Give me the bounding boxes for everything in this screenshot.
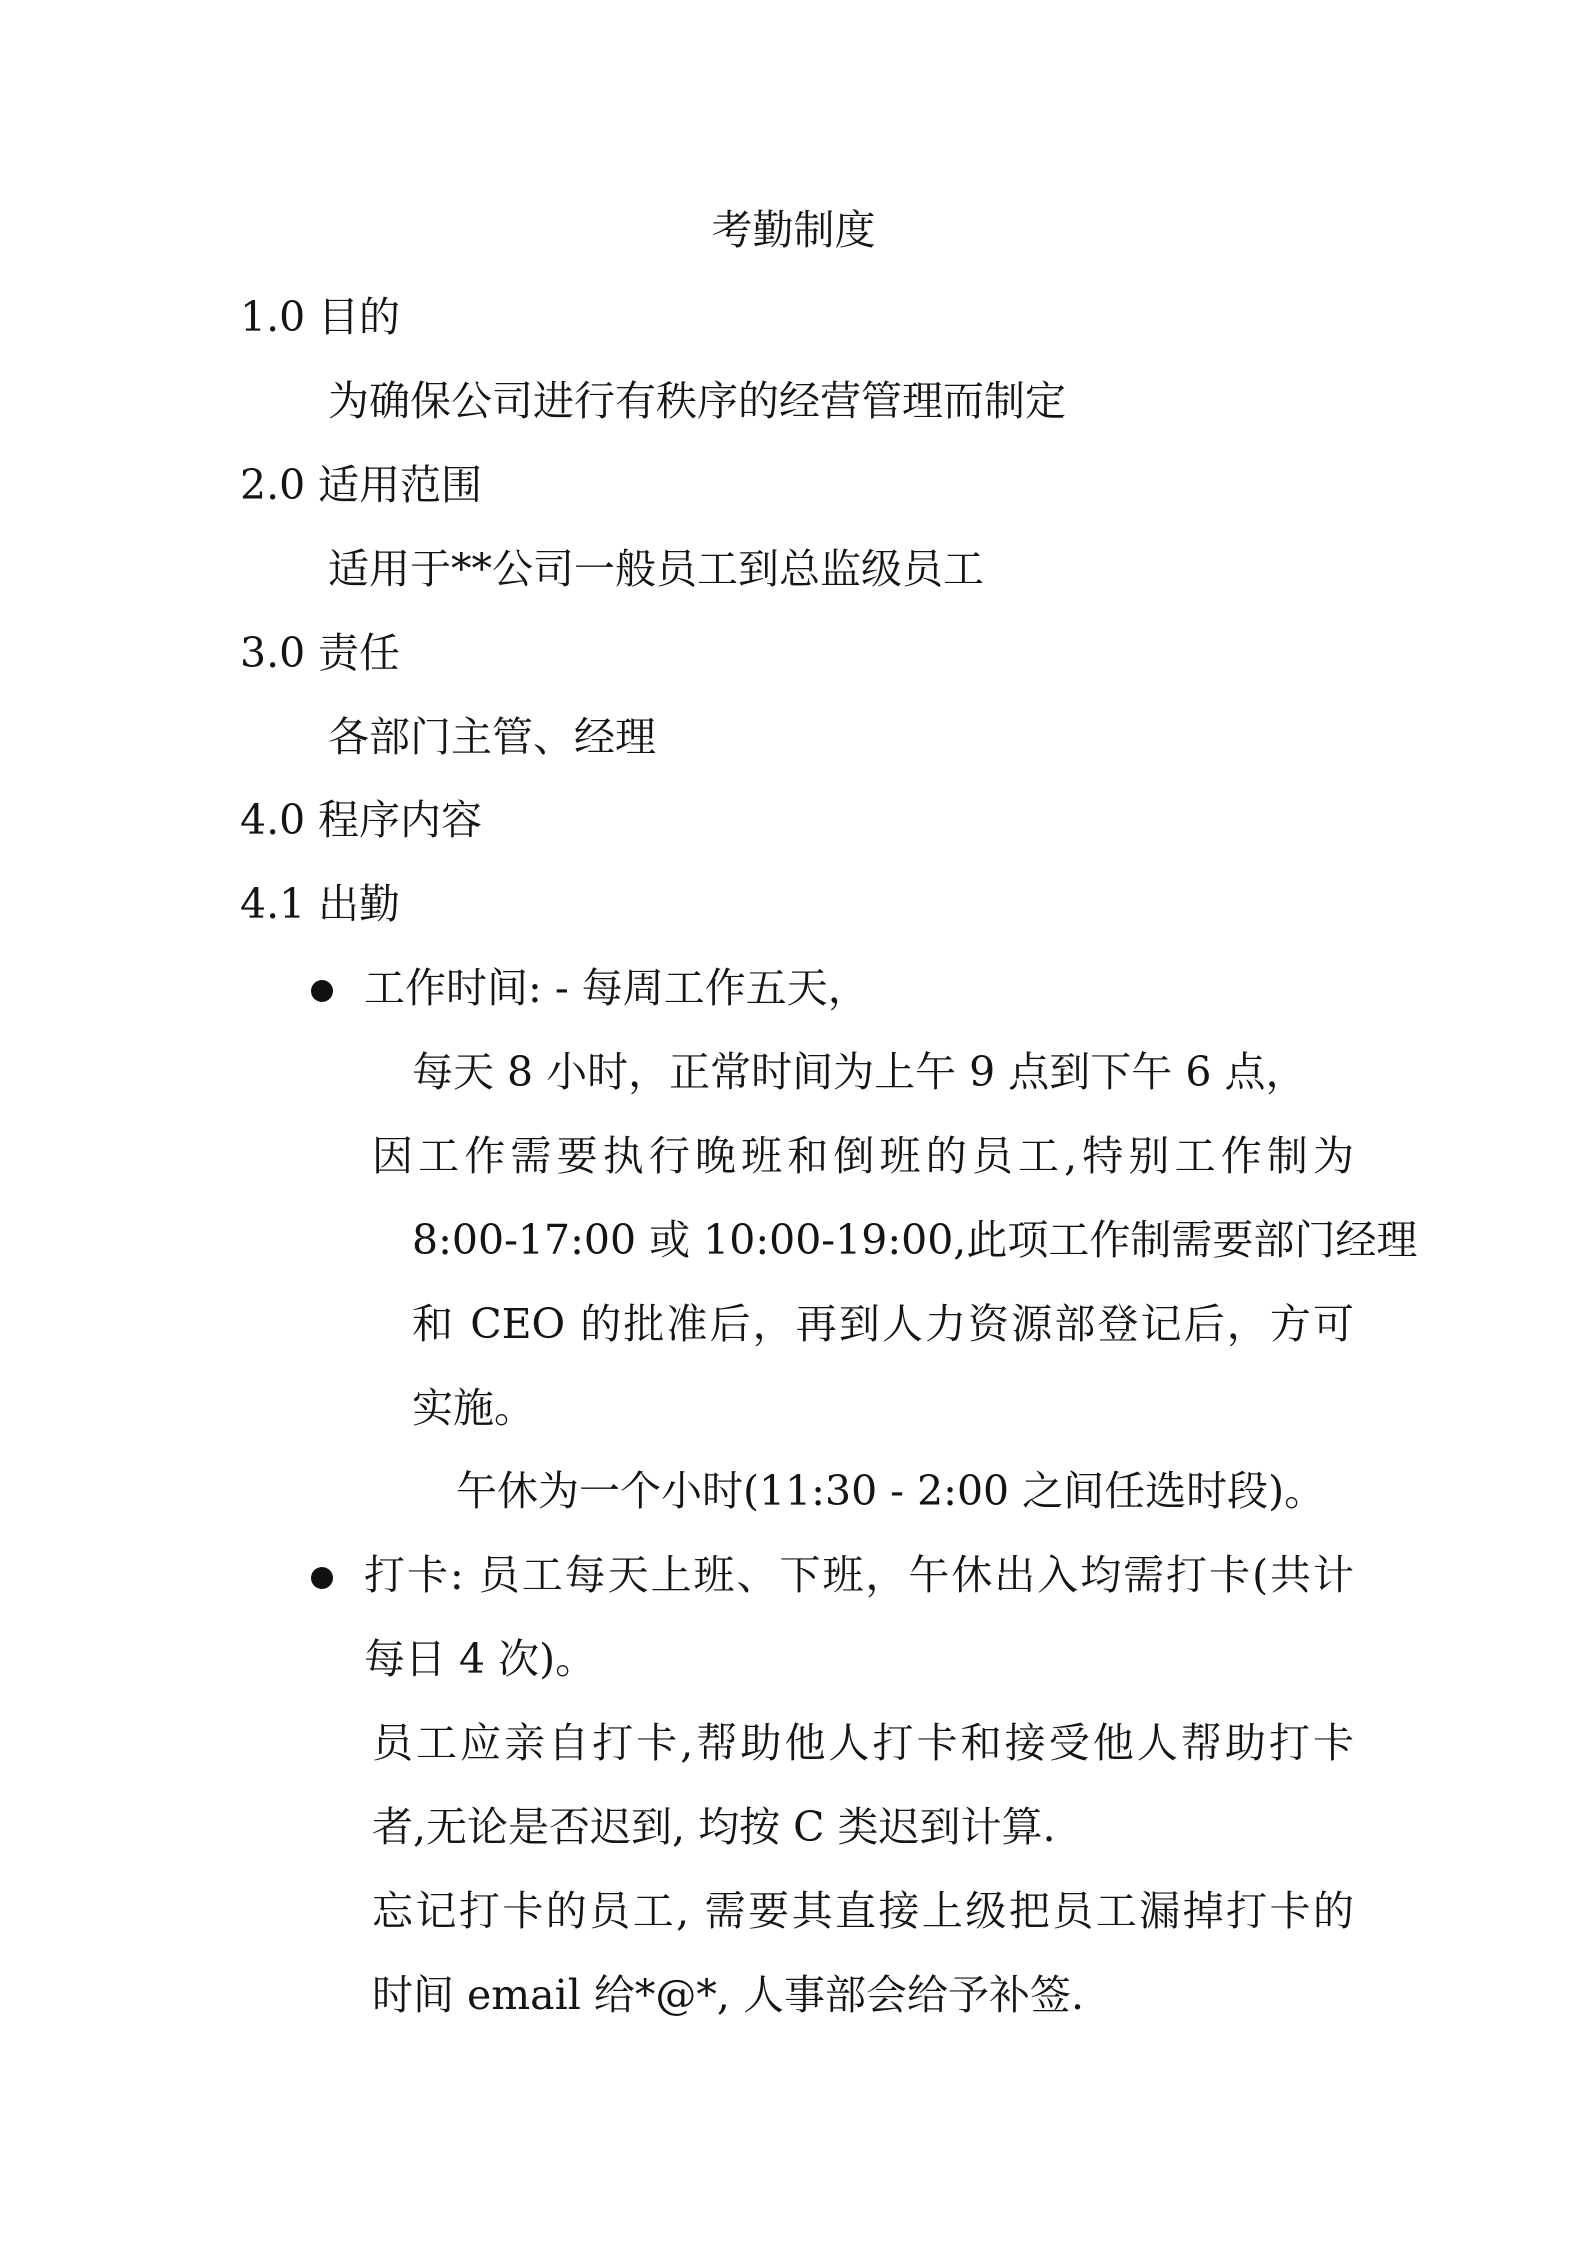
document-title: 考勤制度 [711,206,876,254]
section-title: 程序内容 [318,796,482,844]
section-number: 2.0 [240,461,306,509]
section-number: 3.0 [240,629,306,677]
work-time-label: 工作时间: - 每周工作五天， [364,964,869,1012]
section-content-2: 适用于**公司一般员工到总监级员工 [328,545,984,593]
section-heading-1 [240,293,400,341]
work-time-line-2: 因工作需要执行晚班和倒班的员工,特别工作制为 [372,1132,1354,1180]
section-number: 1.0 [240,293,306,341]
section-number: 4.1 [240,880,306,928]
section-heading-4 [240,796,482,844]
bullet-icon [311,1567,333,1589]
work-time-line-5: 实施。 [412,1384,535,1432]
clock-in-line-1: 每日 4 次)。 [364,1635,597,1683]
clock-in-line-3: 者,无论是否迟到, 均按 C 类迟到计算. [372,1803,1056,1851]
section-heading-2 [240,461,482,509]
section-title: 责任 [318,629,400,677]
bullet-icon [311,980,333,1002]
work-time-line-4: 和 CEO 的批准后，再到人力资源部登记后，方可 [412,1300,1354,1348]
clock-in-line-5: 时间 email 给*@*, 人事部会给予补签. [372,1971,1084,2019]
section-number: 4.0 [240,796,306,844]
clock-in-line-2: 员工应亲自打卡,帮助他人打卡和接受他人帮助打卡 [372,1719,1354,1767]
clock-in-line-4: 忘记打卡的员工, 需要其直接上级把员工漏掉打卡的 [372,1887,1354,1935]
section-title: 适用范围 [318,461,482,509]
lunch-break-line: 午休为一个小时(11:30 - 2:00 之间任选时段)。 [456,1467,1326,1515]
section-content-3: 各部门主管、经理 [328,713,656,761]
section-content-1: 为确保公司进行有秩序的经营管理而制定 [328,377,1066,425]
work-time-line-3: 8:00-17:00 或 10:00-19:00,此项工作制需要部门经理 [412,1216,1418,1264]
section-title: 目的 [318,293,400,341]
section-heading-4-1 [240,880,400,928]
section-title: 出勤 [318,880,400,928]
clock-in-label: 打卡: 员工每天上班、下班，午休出入均需打卡(共计 [364,1551,1354,1599]
section-heading-3 [240,629,400,677]
work-time-line-1: 每天 8 小时，正常时间为上午 9 点到下午 6 点， [412,1048,1307,1096]
